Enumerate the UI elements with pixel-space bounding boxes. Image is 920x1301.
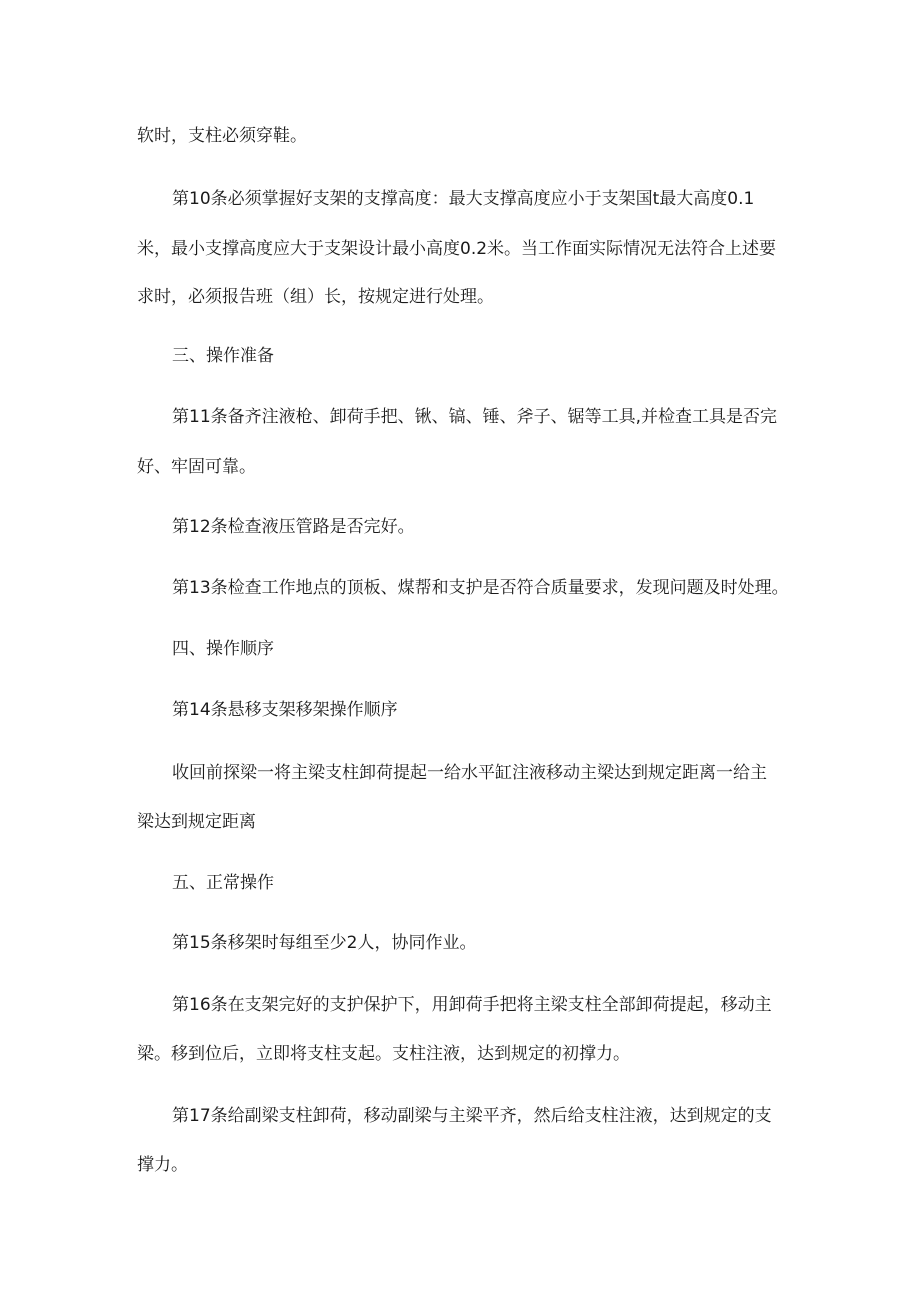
section-heading-5: 五、正常操作 — [172, 873, 274, 893]
article-15-line-1: 第15条移架时每组至少2人，协同作业。 — [172, 933, 477, 953]
article-17-line-1: 第17条给副梁支柱卸荷，移动副梁与主梁平齐，然后给支柱注液，达到规定的支 — [172, 1106, 772, 1126]
article-13-line-1: 第13条检查工作地点的顶板、煤帮和支护是否符合质量要求，发现问题及时处理。 — [172, 578, 789, 598]
section-heading-3: 三、操作准备 — [172, 346, 274, 366]
sequence-line-2: 梁达到规定距离 — [137, 812, 256, 832]
paragraph-continuation-line: 软时，支柱必须穿鞋。 — [137, 126, 307, 146]
article-14-line-1: 第14条悬移支架移架操作顺序 — [172, 700, 398, 720]
article-11-line-1: 第11条备齐注液枪、卸荷手把、锹、镐、锤、斧子、锯等工具,并检查工具是否完 — [172, 407, 778, 427]
sequence-line-1: 收回前探梁一将主梁支柱卸荷提起一给水平缸注液移动主梁达到规定距离一给主 — [172, 763, 767, 783]
article-11-line-2: 好、牢固可靠。 — [137, 457, 256, 477]
article-12-line-1: 第12条检查液压管路是否完好。 — [172, 517, 415, 537]
section-heading-4: 四、操作顺序 — [172, 639, 274, 659]
article-10-line-3: 求时，必须报告班（组）长，按规定进行处理。 — [137, 287, 494, 307]
article-10-line-1: 第10条必须掌握好支架的支撑高度：最大支撑高度应小于支架国t最大高度0.1 — [172, 189, 755, 209]
article-17-line-2: 撑力。 — [137, 1155, 188, 1175]
article-16-line-2: 梁。移到位后，立即将支柱支起。支柱注液，达到规定的初撑力。 — [137, 1044, 630, 1064]
article-16-line-1: 第16条在支架完好的支护保护下，用卸荷手把将主梁支柱全部卸荷提起，移动主 — [172, 995, 772, 1015]
article-10-line-2: 米，最小支撑高度应大于支架设计最小高度0.2米。当工作面实际情况无法符合上述要 — [137, 239, 777, 259]
